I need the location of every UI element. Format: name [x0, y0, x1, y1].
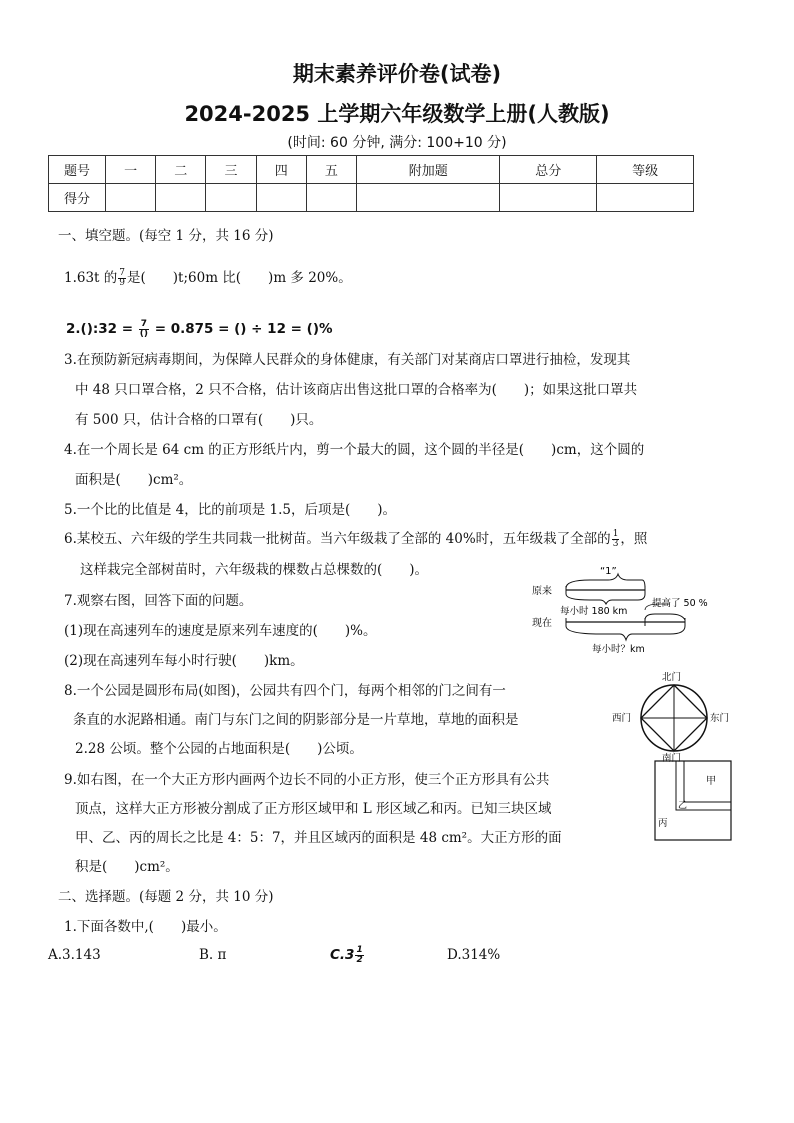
score-cell[interactable]	[106, 184, 156, 212]
question-6-line1	[64, 529, 647, 549]
score-cell[interactable]	[256, 184, 306, 212]
denominator: 2	[356, 954, 363, 965]
denominator: ()	[139, 328, 148, 339]
q1-text-a: 1.63t 的	[64, 270, 118, 286]
exam-time-info: (时间: 60 分钟, 满分: 100+10 分)	[287, 135, 507, 151]
west-gate-label: 西门	[612, 713, 632, 724]
question-9-line3: 甲、乙、丙的周长之比是 4：5：7，并且区域丙的面积是 48 cm²。大正方形的面	[75, 830, 562, 846]
denominator: 3	[612, 539, 619, 549]
option-c-text: C.3	[330, 947, 355, 963]
option-d[interactable]: D.314%	[447, 947, 501, 963]
question-3-line1: 3.在预防新冠病毒期间，为保障人民群众的身体健康，有关部门对某商店口罩进行抽检，发现其	[64, 352, 631, 368]
question-7-line1: 7.观察右图，回答下面的问题。	[64, 593, 253, 609]
question-1	[64, 268, 352, 288]
section1-heading: 一、填空题。(每空 1 分，共 16 分)	[58, 228, 274, 244]
option-b[interactable]: B. π	[199, 947, 227, 963]
question-4-line1: 4.在一个周长是 64 cm 的正方形纸片内，剪一个最大的圆，这个圆的半径是( )cm，这个圆的	[64, 442, 645, 458]
q1-text-b: 是( )t;60m 比( )m 多 20%。	[127, 270, 352, 286]
score-cell[interactable]	[156, 184, 206, 212]
numerator: 1	[356, 944, 363, 955]
raise-label: 提高了 50 %	[652, 598, 708, 609]
score-cell[interactable]	[206, 184, 256, 212]
question-3-line3: 有 500 只，估计合格的口罩有( )只。	[75, 412, 323, 428]
table-row	[49, 184, 694, 212]
option-a[interactable]: A.3.143	[48, 947, 101, 963]
table-cell: 附加题	[357, 156, 500, 184]
q6-text-b: ，照	[620, 531, 648, 547]
s2-question-1: 1.下面各数中,( )最小。	[64, 919, 227, 935]
question-8-line1: 8.一个公园是圆形布局(如图)，公园共有四个门，每两个相邻的门之间有一	[64, 683, 506, 699]
option-c-fraction	[355, 946, 363, 965]
q2-text-a: 2.():32 =	[66, 321, 134, 337]
section2-heading: 二、选择题。(每题 2 分，共 10 分)	[58, 889, 274, 905]
north-gate-label: 北门	[662, 672, 682, 683]
exam-subtitle: 2024-2025 上学期六年级数学上册(人教版)	[184, 102, 610, 126]
question-5: 5.一个比的比值是 4，比的前项是 1.5，后项是( )。	[64, 502, 397, 518]
question-2	[66, 319, 333, 339]
question-9-line4: 积是( )cm²。	[75, 859, 179, 875]
region-jia-label: 甲	[706, 776, 716, 787]
table-cell: 四	[256, 156, 306, 184]
extra-brace	[645, 614, 685, 620]
question-9-line2: 顶点，这样大正方形被分割成了正方形区域甲和 L 形区域乙和丙。已知三块区域	[75, 801, 552, 817]
q6-text-a: 6.某校五、六年级的学生共同栽一批树苗。当六年级栽了全部的 40%时，五年级栽了全部的	[64, 531, 611, 547]
score-cell[interactable]	[500, 184, 597, 212]
option-c[interactable]	[330, 945, 365, 965]
region-bing-label: 丙	[658, 818, 668, 829]
score-cell[interactable]	[357, 184, 500, 212]
question-6-line2: 这样栽完全部树苗时，六年级栽的棵数占总棵数的( )。	[80, 562, 429, 578]
bottom-label: 每小时？km	[592, 644, 645, 655]
label-original: 原来	[532, 586, 552, 597]
question-7-line2: (1)现在高速列车的速度是原来列车速度的( )%。	[64, 623, 377, 639]
table-cell: 等级	[597, 156, 694, 184]
label-now: 现在	[532, 618, 552, 629]
table-cell: 五	[306, 156, 356, 184]
numerator: 1	[612, 529, 619, 539]
question-7-line3: (2)现在高速列车每小时行驶( )km。	[64, 653, 304, 669]
table-cell: 三	[206, 156, 256, 184]
exam-title: 期末素养评价卷(试卷)	[292, 62, 502, 86]
q2-fraction	[139, 320, 149, 339]
train-speed-diagram	[530, 560, 730, 660]
numerator: 7	[119, 268, 126, 278]
quote-label: “1”	[600, 566, 617, 577]
numerator: 7	[140, 318, 148, 329]
east-gate-label: 东门	[710, 713, 730, 724]
denominator: 9	[119, 278, 126, 288]
score-cell[interactable]	[597, 184, 694, 212]
table-cell: 得分	[49, 184, 106, 212]
south-gate-label: 南门	[662, 753, 682, 762]
region-yi-label: 乙	[678, 801, 688, 811]
score-table	[48, 155, 694, 212]
bottom-brace	[566, 626, 685, 640]
table-row	[49, 156, 694, 184]
question-4-line2: 面积是( )cm²。	[75, 472, 193, 488]
speed-label: 每小时 180 km	[560, 606, 628, 617]
question-9-line1: 9.如右图，在一个大正方形内画两个边长不同的小正方形，使三个正方形具有公共	[64, 772, 550, 788]
question-8-line3: 2.28 公顷。整个公园的占地面积是( )公顷。	[75, 741, 363, 757]
question-8-line2: 条直的水泥路相通。南门与东门之间的阴影部分是一片草地，草地的面积是	[73, 712, 519, 728]
q2-text-b: = 0.875 = () ÷ 12 = ()%	[154, 321, 333, 337]
park-diagram	[610, 670, 740, 762]
score-cell[interactable]	[306, 184, 356, 212]
q6-fraction	[612, 530, 620, 549]
table-cell: 总分	[500, 156, 597, 184]
table-cell: 一	[106, 156, 156, 184]
table-cell: 二	[156, 156, 206, 184]
q1-fraction	[118, 269, 126, 288]
square-diagram	[654, 760, 734, 842]
speed-brace	[566, 594, 645, 604]
table-cell: 题号	[49, 156, 106, 184]
question-3-line2: 中 48 只口罩合格，2 只不合格，估计该商店出售这批口罩的合格率为( )；如果这批口罩共	[75, 382, 638, 398]
